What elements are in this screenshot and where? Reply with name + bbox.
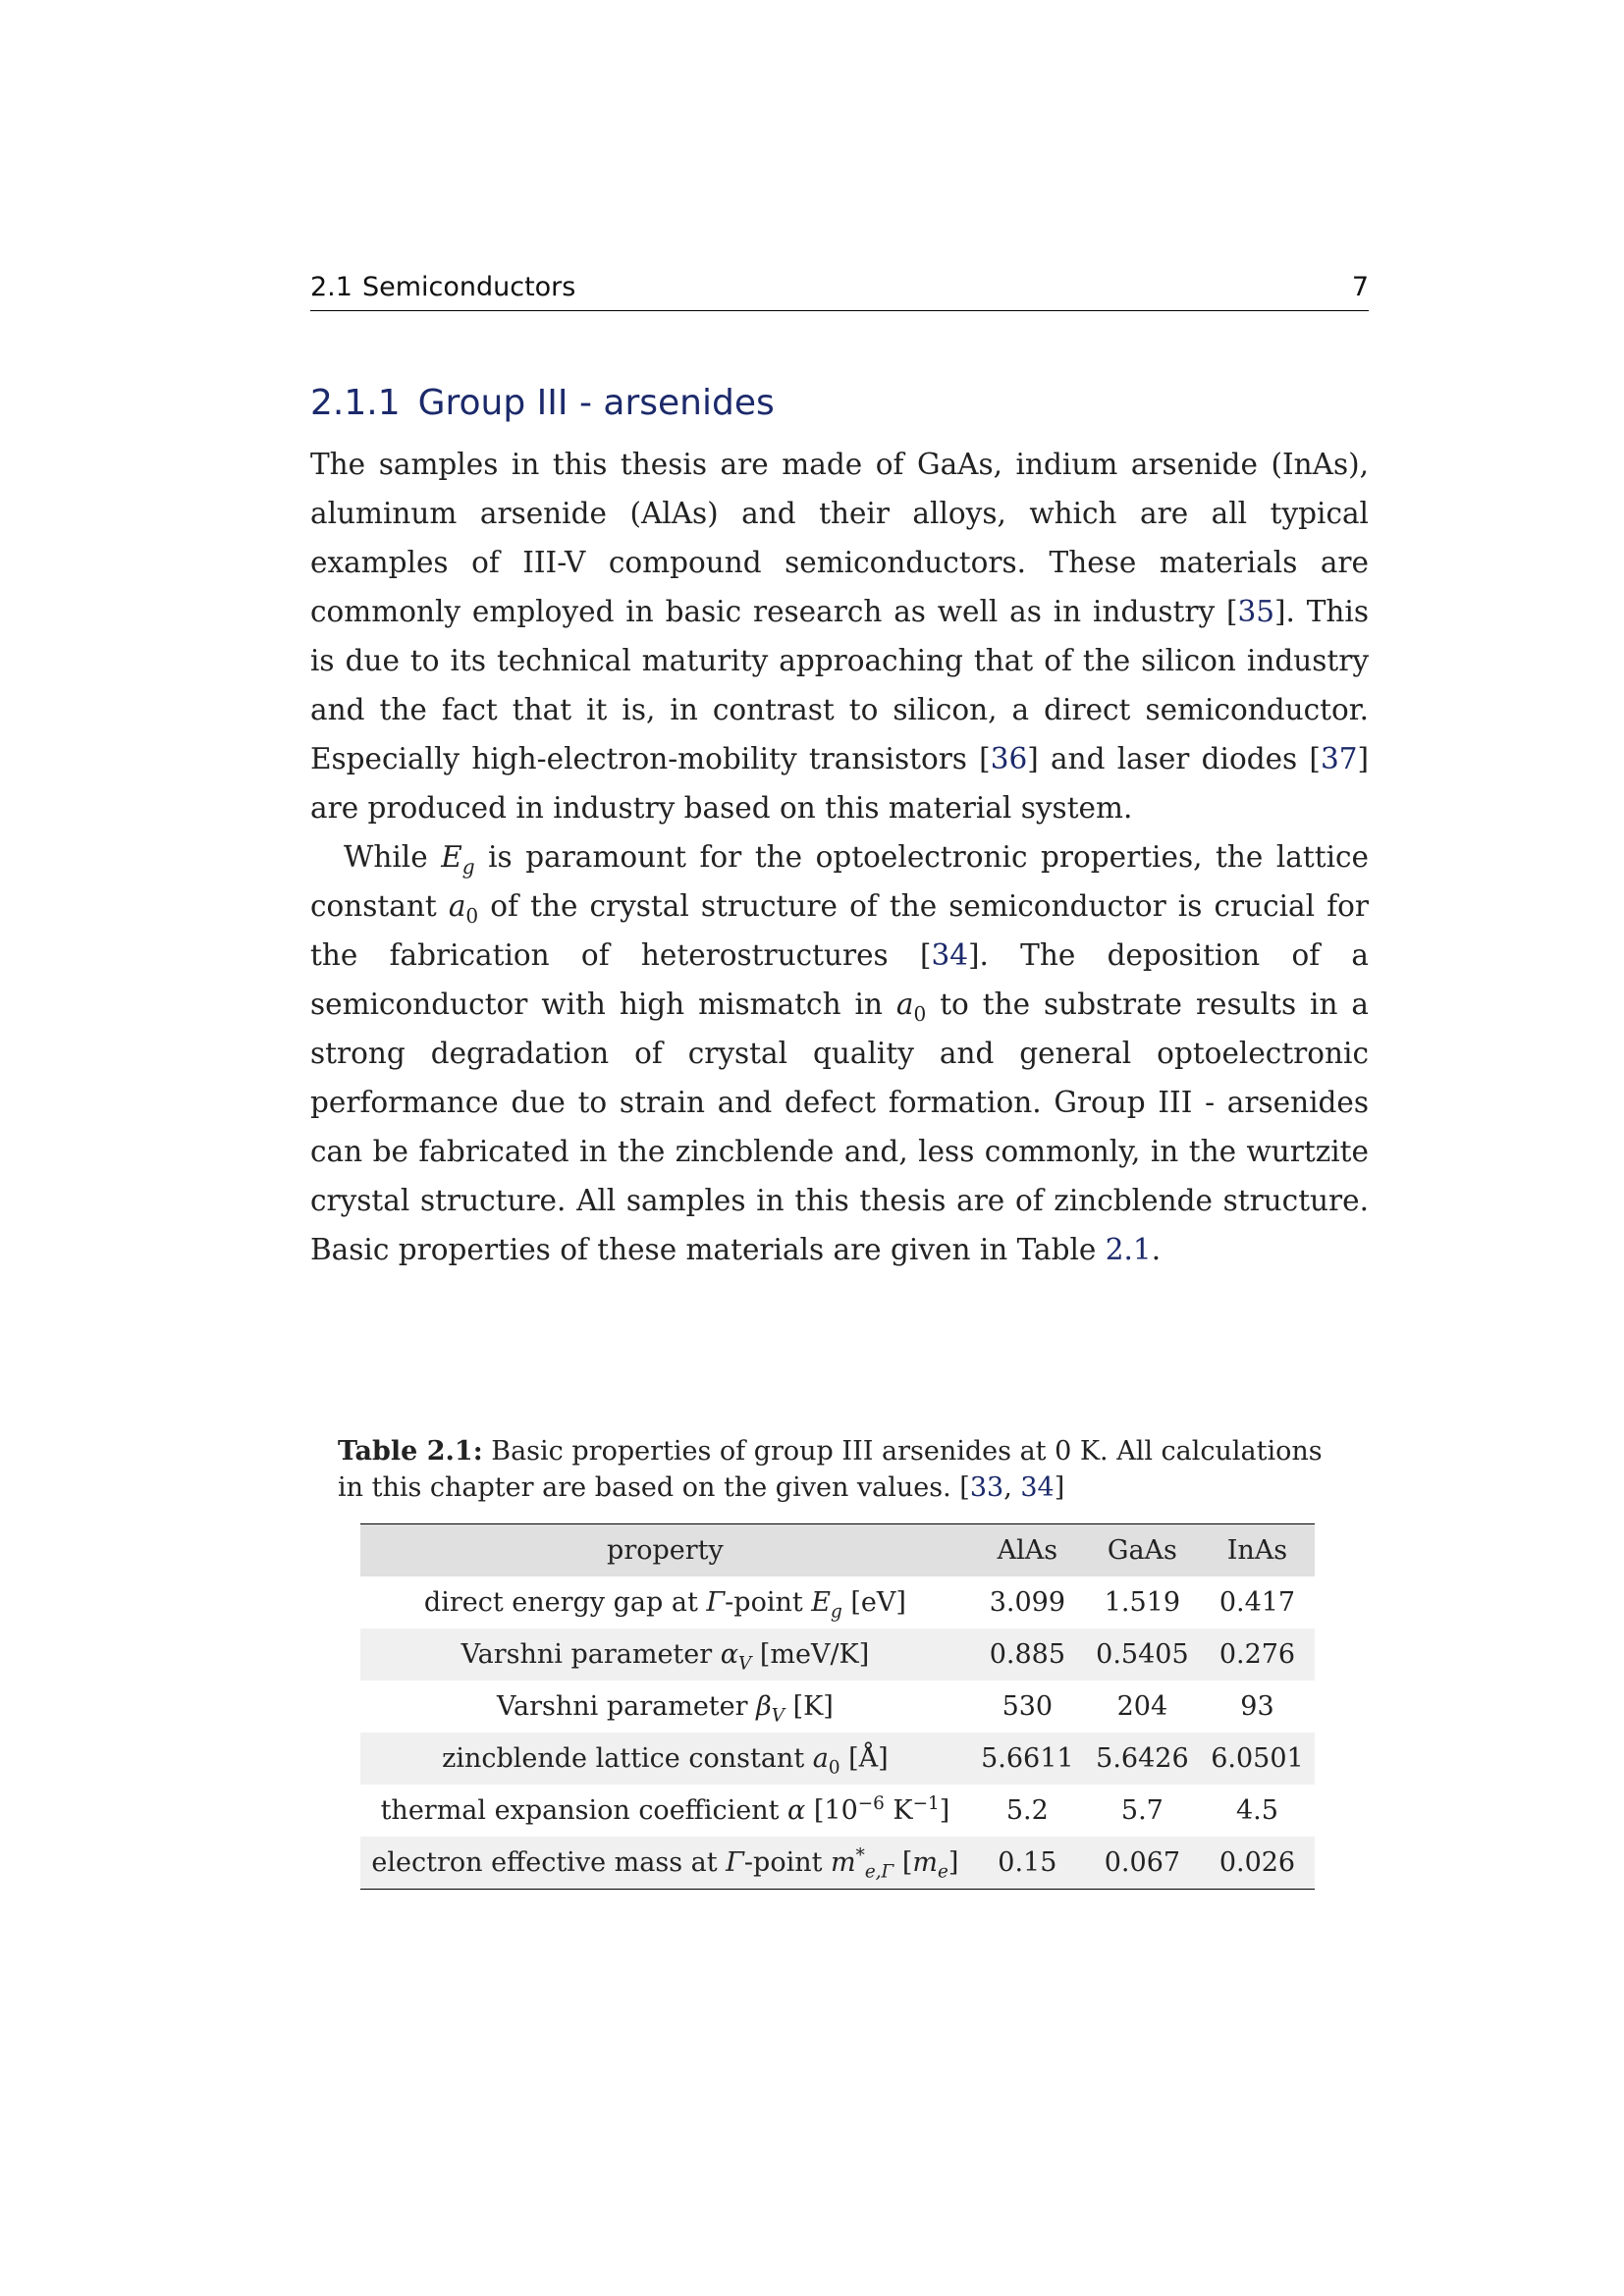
paragraph-2: While $E_g$ is paramount for the optoelectronic properties, the lattice constant $a_0$ of the crystal structure of the semiconductor is crucial for the fabrication of heterostructures [34]. The deposition of a semiconductor with high mismatch in $a_0$ to the substrate results in a strong degradation of crystal quality and general optoelectronic performance due to strain and defect formation. Group III - arsenides can be fabricated in the zincblende and, less commonly, in the wurtzite crystal structure. All samples in this thesis are of zincblende structure. Basic properties of these materials are given in Table 2.1. [310, 840, 1369, 1266]
value-cell: 0.026 [1218, 1847, 1296, 1878]
value-cell: 5.7 [1120, 1795, 1164, 1826]
value-cell: 0.067 [1104, 1847, 1181, 1878]
column-header: GaAs [1107, 1535, 1177, 1566]
table-row [360, 1629, 1315, 1681]
column-header: property [607, 1535, 724, 1566]
value-cell: 1.519 [1104, 1587, 1181, 1618]
page-number: 7 [1351, 272, 1369, 302]
table-row [360, 1837, 1315, 1890]
property-cell: direct energy gap at Γ-point $E_g$ [eV] [423, 1587, 906, 1623]
running-header [310, 267, 1369, 311]
section-number: 2.1.1 [310, 383, 401, 423]
math-symbol: $E_g$ [441, 840, 475, 879]
table-caption: Table 2.1: Basic properties of group III arsenides at 0 K. All calculations in this chapter are based on the given values. [33, 34] [338, 1436, 1323, 1503]
citation-link[interactable]: 34 [931, 938, 969, 972]
section-title: Group III - arsenides [417, 383, 775, 423]
caption-label: Table 2.1: [338, 1436, 483, 1467]
paragraph-1: The samples in this thesis are made of GaAs, indium arsenide (InAs), aluminum arsenide (AlAs) and their alloys, which are all typical examples of III-V compound semiconductors. These materials are commonly employed in basic research as well as in industry [35]. This is due to its technical maturity approaching that of the silicon industry and the fact that it is, in contrast to silicon, a direct semiconductor. Especially high-electron-mobility transistors [36] and laser diodes [37] are produced in industry based on this material system. [310, 448, 1370, 825]
citation-link[interactable]: 34 [1020, 1472, 1055, 1503]
citation-link[interactable]: 37 [1320, 742, 1358, 775]
column-header: InAs [1226, 1535, 1288, 1566]
table-header-row [360, 1524, 1315, 1577]
header-section-title: Semiconductors [361, 272, 576, 302]
header-section [310, 272, 575, 302]
property-cell: Varshni parameter $\beta_V$ [K] [496, 1691, 834, 1727]
column-header: AlAs [997, 1535, 1058, 1566]
value-cell: 0.417 [1218, 1587, 1296, 1618]
value-cell: 5.6426 [1096, 1743, 1189, 1774]
value-cell: 5.2 [1005, 1795, 1049, 1826]
property-cell: electron effective mass at Γ-point $m^*_{e,\Gamma}$ $[m_e]$ [371, 1845, 959, 1883]
table-row [360, 1733, 1315, 1785]
property-cell: zincblende lattice constant $a_0$ [Å] [442, 1743, 889, 1779]
property-cell: thermal expansion coefficient α [$10^{-6}$ $K^{-1}$] [380, 1793, 950, 1826]
section-heading [310, 383, 775, 423]
value-cell: 93 [1240, 1691, 1274, 1722]
value-cell: 6.0501 [1211, 1743, 1304, 1774]
citation-link[interactable]: 36 [990, 742, 1028, 775]
table-reference-link[interactable]: 2.1 [1105, 1233, 1152, 1266]
header-section-number: 2.1 [310, 272, 352, 302]
math-symbol: $a_0$ [895, 988, 927, 1026]
value-cell: 0.276 [1218, 1639, 1296, 1670]
property-cell: Varshni parameter $\alpha_V$ [meV/K] [460, 1639, 870, 1675]
value-cell: 530 [1001, 1691, 1054, 1722]
citation-link[interactable]: 35 [1237, 595, 1275, 628]
value-cell: 0.885 [989, 1639, 1065, 1670]
table-row [360, 1681, 1315, 1733]
value-cell: 5.6611 [981, 1743, 1074, 1774]
table-row [360, 1785, 1315, 1837]
value-cell: 0.5405 [1096, 1639, 1189, 1670]
citation-link[interactable]: 33 [969, 1472, 1004, 1503]
math-symbol: $a_0$ [448, 889, 479, 928]
value-cell: 0.15 [998, 1847, 1057, 1878]
table-row [360, 1576, 1315, 1629]
value-cell: 3.099 [989, 1587, 1065, 1618]
value-cell: 4.5 [1235, 1795, 1278, 1826]
properties-table [360, 1523, 1315, 1890]
value-cell: 204 [1116, 1691, 1168, 1722]
